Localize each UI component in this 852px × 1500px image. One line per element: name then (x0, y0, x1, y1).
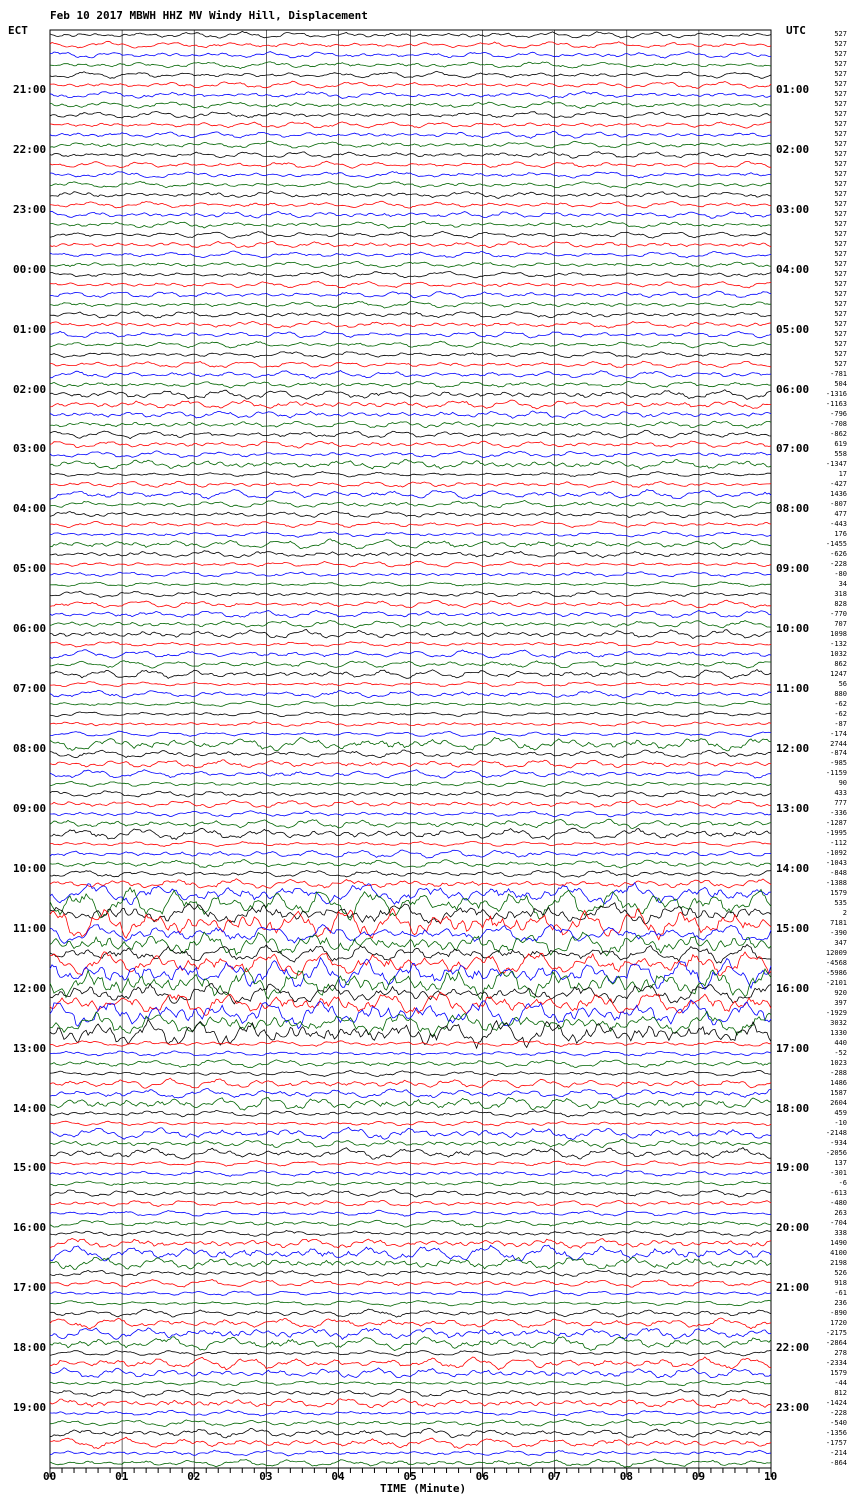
ect-hour-label: 04:00 (13, 502, 47, 516)
trace-offset-value: -443 (830, 519, 847, 528)
trace-offset-value: -112 (830, 839, 847, 848)
x-tick-label: 04 (331, 1470, 345, 1483)
trace-offset-value: 619 (834, 439, 847, 448)
ect-hour-label: 12:00 (13, 981, 47, 995)
utc-hour-label: 17:00 (776, 1041, 810, 1055)
trace-offset-value: -1287 (825, 819, 847, 828)
trace-offset-value: -796 (830, 409, 847, 418)
trace-offset-value: -1092 (825, 849, 847, 858)
trace-offset-value: 527 (834, 120, 847, 129)
trace-offset-value: 535 (834, 899, 847, 908)
trace-offset-value: 2198 (830, 1258, 847, 1267)
ect-hour-label: 21:00 (13, 82, 47, 96)
ect-hour-label: 01:00 (13, 322, 47, 336)
trace-offset-value: 527 (834, 140, 847, 149)
trace-offset-value: 880 (834, 689, 847, 698)
ect-hour-label: 08:00 (13, 742, 47, 755)
trace-offset-value: 17 (838, 469, 847, 478)
utc-hour-label: 02:00 (776, 142, 810, 156)
trace-offset-value: 527 (834, 220, 847, 229)
trace-offset-value: 459 (834, 1108, 847, 1117)
x-tick-label: 01 (115, 1470, 129, 1483)
trace-offset-value: -862 (830, 429, 847, 438)
trace-offset-value: 527 (834, 330, 847, 339)
trace-offset-value: -336 (830, 809, 847, 818)
utc-hour-label: 20:00 (776, 1221, 810, 1235)
trace-offset-value: 527 (834, 130, 847, 139)
trace-offset-value: -62 (834, 699, 847, 708)
trace-offset-value: 12009 (825, 949, 847, 958)
x-tick-label: 02 (187, 1470, 201, 1483)
trace-offset-value: 527 (834, 270, 847, 279)
trace-offset-value: 1098 (830, 629, 847, 638)
trace-offset-value: 527 (834, 170, 847, 179)
trace-offset-value: 7181 (830, 919, 847, 928)
utc-axis-label: UTC (786, 24, 806, 37)
utc-hour-label: 16:00 (776, 981, 810, 995)
trace-offset-value: 527 (834, 240, 847, 249)
trace-offset-value: -540 (830, 1418, 847, 1427)
trace-offset-value: -1757 (825, 1438, 847, 1447)
trace-offset-value: 527 (834, 260, 847, 269)
trace-offset-value: 236 (834, 1298, 847, 1307)
trace-offset-value: 1032 (830, 649, 847, 658)
ect-hour-label: 00:00 (13, 262, 47, 276)
trace-offset-value: 347 (834, 939, 847, 948)
ect-hour-label: 07:00 (13, 682, 47, 696)
trace-offset-value: 812 (834, 1388, 847, 1397)
trace-offset-value: -427 (830, 479, 847, 488)
trace-offset-value: 558 (834, 449, 847, 458)
trace-offset-value: -132 (830, 639, 847, 648)
trace-offset-value: -288 (830, 1069, 847, 1078)
x-tick-label: 07 (547, 1470, 561, 1483)
trace-offset-value: 527 (834, 40, 847, 49)
ect-hour-label: 18:00 (13, 1341, 47, 1355)
x-tick-label: 09 (691, 1470, 706, 1483)
trace-offset-value: 1023 (830, 1059, 847, 1068)
trace-offset-value: 2 (842, 909, 847, 918)
trace-offset-value: 1247 (830, 669, 847, 678)
trace-offset-value: 527 (834, 280, 847, 289)
trace-offset-value: 440 (834, 1039, 847, 1048)
x-tick-label: 08 (619, 1470, 634, 1483)
utc-hour-label: 07:00 (776, 442, 810, 456)
trace-offset-value: 318 (834, 589, 847, 598)
trace-offset-value: 527 (834, 50, 847, 59)
x-tick-label: 00 (43, 1470, 57, 1483)
trace-offset-value: -864 (830, 1458, 847, 1467)
ect-hour-label: 09:00 (13, 801, 47, 815)
trace-offset-value: 1579 (830, 1368, 847, 1377)
trace-offset-value: 433 (834, 789, 847, 798)
trace-offset-value: 707 (834, 619, 847, 628)
trace-offset-value: 777 (834, 799, 847, 808)
trace-offset-value: 527 (834, 90, 847, 99)
trace-offset-value: 90 (838, 779, 847, 788)
utc-hour-label: 11:00 (776, 682, 810, 696)
trace-offset-value: 527 (834, 340, 847, 349)
trace-offset-value: 527 (834, 80, 847, 89)
trace-offset-value: 527 (834, 30, 847, 39)
ect-hour-label: 11:00 (13, 921, 47, 935)
x-tick-label: 06 (475, 1470, 489, 1483)
trace-offset-value: -301 (830, 1168, 847, 1177)
trace-offset-value: -985 (830, 759, 847, 768)
trace-offset-value: -934 (830, 1138, 847, 1147)
ect-hour-label: 02:00 (13, 382, 47, 396)
utc-hour-label: 06:00 (776, 382, 810, 396)
trace-offset-value: 176 (834, 529, 847, 538)
trace-offset-value: -1316 (825, 389, 847, 398)
trace-offset-value: 918 (834, 1278, 847, 1287)
trace-offset-value: -1424 (825, 1398, 847, 1407)
trace-offset-value: -2101 (825, 979, 847, 988)
trace-offset-value: 527 (834, 360, 847, 369)
utc-hour-label: 21:00 (776, 1281, 810, 1295)
trace-offset-value: -704 (830, 1218, 847, 1227)
utc-hour-label: 05:00 (776, 322, 810, 336)
utc-hour-label: 04:00 (776, 262, 810, 276)
trace-offset-value: 1587 (830, 1089, 847, 1098)
trace-offset-value: 527 (834, 190, 847, 199)
x-tick-label: 05 (403, 1470, 417, 1483)
trace-offset-value: 1436 (830, 489, 847, 498)
ect-hour-label: 15:00 (13, 1161, 47, 1175)
trace-offset-value: 1490 (830, 1238, 847, 1247)
x-tick-label: 10 (764, 1470, 778, 1483)
trace-offset-value: -770 (830, 609, 847, 618)
utc-hour-label: 15:00 (776, 921, 810, 935)
trace-offset-value: 34 (838, 579, 847, 588)
trace-offset-value: -613 (830, 1188, 847, 1197)
trace-offset-value: -2334 (825, 1358, 847, 1367)
utc-hour-label: 10:00 (776, 622, 810, 636)
trace-offset-value: 862 (834, 659, 847, 668)
trace-offset-value: -626 (830, 549, 847, 558)
trace-offset-value: 504 (834, 380, 847, 388)
trace-offset-value: -708 (830, 419, 847, 428)
trace-offset-value: -890 (830, 1308, 847, 1317)
utc-hour-label: 23:00 (776, 1401, 810, 1415)
utc-hour-label: 01:00 (776, 82, 810, 96)
utc-hour-label: 18:00 (776, 1101, 810, 1115)
ect-hour-label: 14:00 (13, 1101, 47, 1115)
trace-offset-value: 527 (834, 150, 847, 159)
trace-offset-value: 527 (834, 100, 847, 109)
trace-offset-value: 477 (834, 509, 847, 518)
trace-offset-value: -848 (830, 869, 847, 878)
ect-hour-label: 22:00 (13, 142, 47, 156)
trace-offset-value: 527 (834, 250, 847, 259)
trace-offset-value: 137 (834, 1158, 847, 1167)
utc-hour-label: 08:00 (776, 502, 810, 516)
utc-hour-label: 12:00 (776, 742, 810, 755)
ect-hour-label: 13:00 (13, 1041, 47, 1055)
trace-offset-value: 526 (834, 1268, 847, 1277)
trace-offset-value: -80 (834, 569, 847, 578)
trace-offset-value: -44 (834, 1378, 847, 1387)
trace-offset-value: 527 (834, 290, 847, 299)
trace-offset-value: -1929 (825, 1009, 847, 1018)
trace-offset-value: 828 (834, 599, 847, 608)
trace-offset-value: 397 (834, 999, 847, 1008)
trace-offset-value: 263 (834, 1208, 847, 1217)
trace-offset-value: -10 (834, 1118, 847, 1127)
trace-offset-value: -4568 (825, 959, 847, 968)
trace-offset-value: 527 (834, 350, 847, 359)
trace-offset-value: -807 (830, 499, 847, 508)
chart-title: Feb 10 2017 MBWH HHZ MV Windy Hill, Displacement (50, 9, 368, 22)
trace-offset-value: -5986 (825, 969, 847, 978)
ect-hour-label: 05:00 (13, 562, 47, 576)
utc-hour-label: 03:00 (776, 202, 810, 216)
trace-offset-value: -214 (830, 1448, 847, 1457)
utc-hour-label: 13:00 (776, 801, 810, 815)
trace-offset-value: 4100 (830, 1248, 847, 1257)
trace-offset-value: 527 (834, 160, 847, 169)
ect-hour-label: 10:00 (13, 861, 47, 875)
trace-offset-value: -61 (834, 1288, 847, 1297)
ect-hour-label: 17:00 (13, 1281, 47, 1295)
trace-offset-value: 527 (834, 200, 847, 209)
trace-offset-value: 527 (834, 320, 847, 329)
x-tick-label: 03 (259, 1470, 273, 1483)
trace-offset-value: 527 (834, 60, 847, 69)
utc-hour-label: 22:00 (776, 1341, 810, 1355)
trace-offset-value: -1455 (825, 539, 847, 548)
trace-offset-value: -62 (834, 709, 847, 718)
trace-offset-value: 2604 (830, 1099, 847, 1107)
trace-offset-value: -2864 (825, 1338, 847, 1347)
trace-offset-value: -228 (830, 1408, 847, 1417)
utc-hour-label: 19:00 (776, 1161, 810, 1175)
trace-offset-value: 527 (834, 300, 847, 309)
trace-offset-value: 1720 (830, 1318, 847, 1327)
trace-offset-value: -1388 (825, 879, 847, 888)
trace-offset-value: -6 (838, 1178, 847, 1187)
trace-offset-value: -1043 (825, 859, 847, 868)
trace-offset-value: 920 (834, 989, 847, 998)
trace-offset-value: -87 (834, 719, 847, 728)
trace-offset-value: -2175 (825, 1328, 847, 1337)
trace-offset-value: -390 (830, 929, 847, 938)
trace-offset-value: -1163 (825, 399, 847, 408)
x-axis-label: TIME (Minute) (380, 1482, 467, 1495)
trace-offset-value: 2744 (830, 739, 847, 748)
trace-offset-value: 527 (834, 210, 847, 219)
trace-offset-value: 527 (834, 70, 847, 79)
trace-offset-value: 3032 (830, 1019, 847, 1028)
trace-offset-value: -1159 (825, 769, 847, 778)
trace-offset-value: 278 (834, 1348, 847, 1357)
trace-offset-value: -228 (830, 559, 847, 568)
trace-offset-value: -480 (830, 1198, 847, 1207)
trace-offset-value: 338 (834, 1228, 847, 1237)
trace-offset-value: -2148 (825, 1128, 847, 1137)
ect-axis-label: ECT (8, 24, 28, 37)
trace-offset-value: -781 (830, 370, 847, 379)
ect-hour-label: 06:00 (13, 622, 47, 636)
trace-offset-value: 1330 (830, 1029, 847, 1038)
trace-offset-value: 527 (834, 110, 847, 119)
trace-offset-value: 527 (834, 310, 847, 319)
ect-hour-label: 03:00 (13, 442, 47, 456)
ect-hour-label: 19:00 (13, 1401, 47, 1415)
trace-offset-value: 56 (838, 679, 847, 688)
ect-hour-label: 23:00 (13, 202, 47, 216)
trace-offset-value: 1486 (830, 1079, 847, 1088)
trace-offset-value: 527 (834, 180, 847, 189)
trace-offset-value: -874 (830, 749, 847, 758)
trace-offset-value: -1995 (825, 829, 847, 838)
utc-hour-label: 14:00 (776, 861, 810, 875)
trace-offset-value: -174 (830, 729, 847, 738)
trace-offset-value: -1347 (825, 459, 847, 468)
trace-offset-value: 527 (834, 230, 847, 239)
trace-offset-value: 1579 (830, 889, 847, 898)
trace-offset-value: -1356 (825, 1428, 847, 1437)
utc-hour-label: 09:00 (776, 562, 810, 576)
trace-offset-value: -2056 (825, 1148, 847, 1157)
trace-offset-value: -52 (834, 1049, 847, 1058)
ect-hour-label: 16:00 (13, 1221, 47, 1235)
